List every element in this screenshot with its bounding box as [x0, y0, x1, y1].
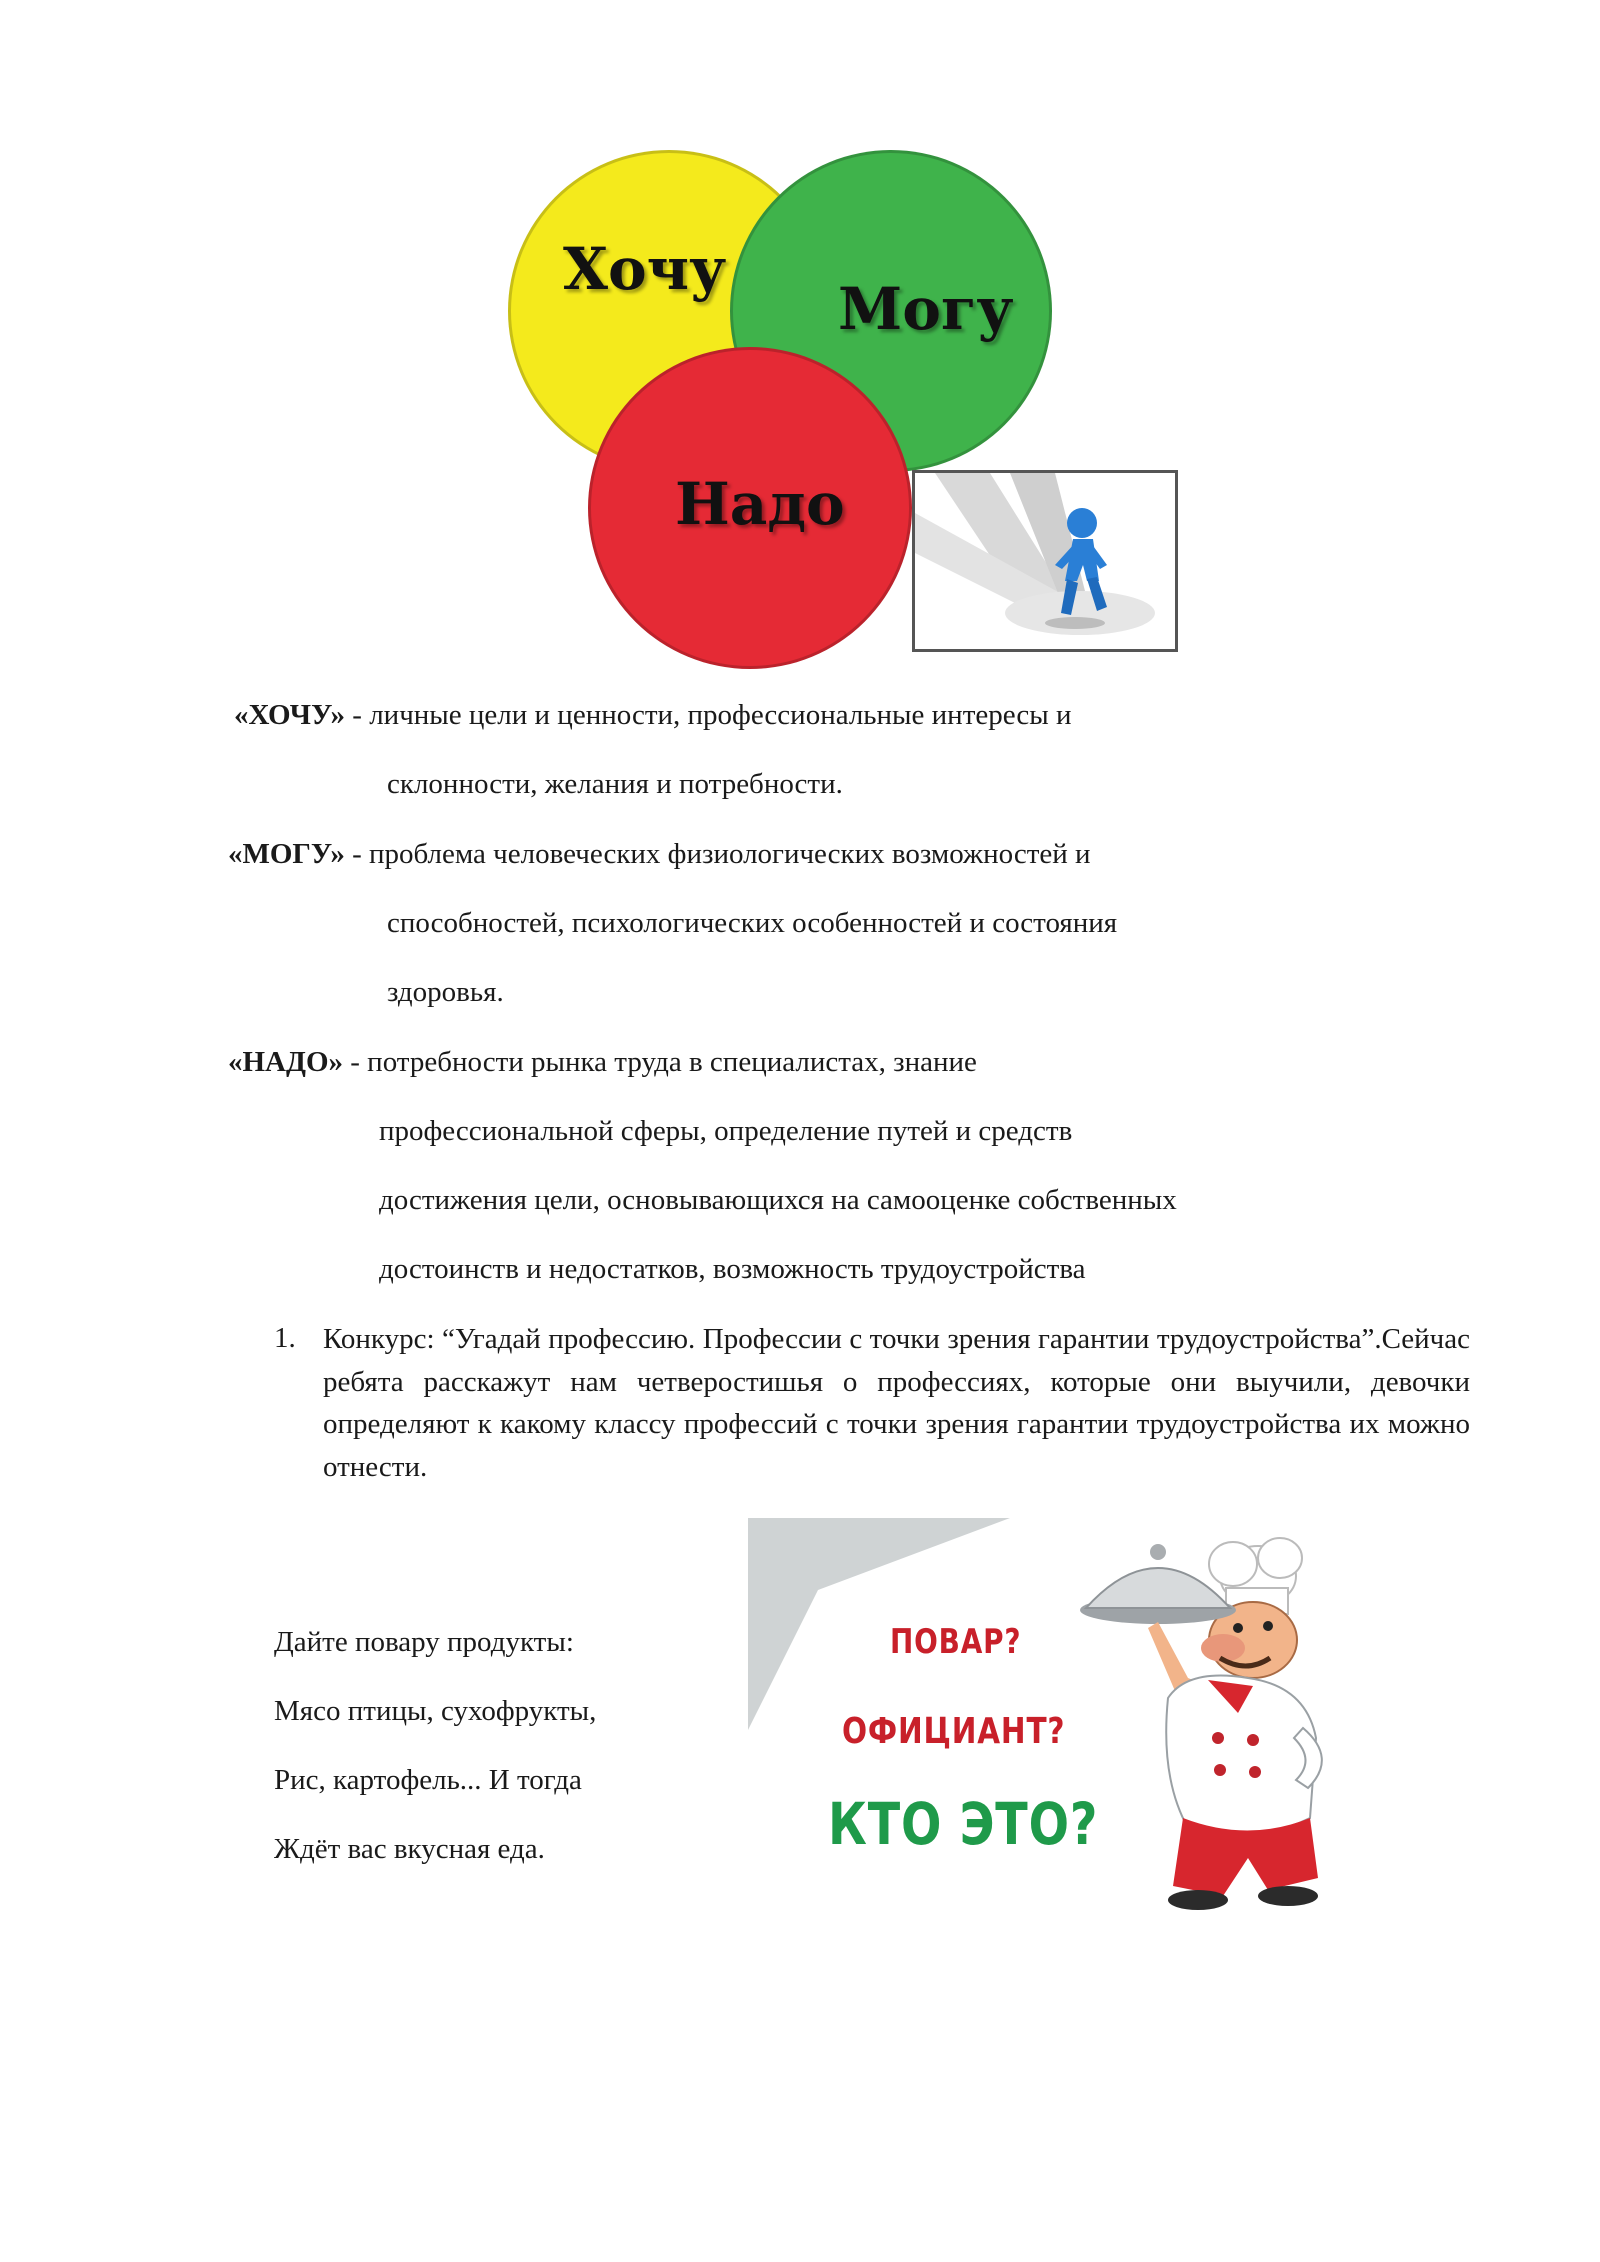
definition-need [228, 1042, 977, 1082]
definition-want-line-1: - личные цели и ценности, профессиональные интересы и [352, 699, 1072, 731]
card-question-who: КТО ЭТО? [828, 1790, 1099, 1858]
poem-line-1: Дайте повару продукты: [274, 1626, 574, 1658]
definition-can-term: «МОГУ» [228, 838, 345, 870]
definition-want [234, 695, 1071, 735]
list-item-number: 1. [274, 1322, 296, 1354]
definition-need-line-3: достижения цели, основывающихся на самооценке собственных [379, 1184, 1177, 1216]
chef-card [748, 1518, 1358, 1930]
definition-want-term: «ХОЧУ» [234, 699, 346, 731]
list-item-text: Конкурс: “Угадай профессию. Профессии с точки зрения гарантии трудоустройства”.Сейчас ребята расскажут нам четверостишья о профессиях, которые они выучили, девочки определяют к какому классу профессий с точки зрения гарантии трудоустройства их можно отнести. [323, 1323, 1470, 1483]
definition-need-term: «НАДО» [228, 1046, 344, 1078]
definition-need-line-1: - потребности рынка труда в специалистах, знание [350, 1046, 977, 1078]
definition-can [228, 834, 1091, 874]
definition-need-line-4: достоинств и недостатков, возможность трудоустройства [379, 1253, 1086, 1285]
circle-want-label: Хочу [563, 235, 727, 303]
definition-need-line-2: профессиональной сферы, определение путей и средств [379, 1115, 1073, 1147]
poem-line-4: Ждёт вас вкусная еда. [274, 1833, 545, 1865]
chef-icon [1048, 1518, 1348, 1930]
poem-line-3: Рис, картофель... И тогда [274, 1764, 582, 1796]
crossroads-picture [912, 470, 1178, 652]
crossroads-figure-icon [915, 473, 1175, 649]
poem-line-2: Мясо птицы, сухофрукты, [274, 1695, 597, 1727]
definition-can-line-2: способностей, психологических особенностей и состояния [387, 907, 1118, 939]
card-question-cook: ПОВАР? [890, 1622, 1022, 1662]
venn-diagram [500, 145, 1200, 670]
card-question-waiter: ОФИЦИАНТ? [842, 1711, 1066, 1752]
definition-want-line-2: склонности, желания и потребности. [387, 768, 843, 800]
circle-need-label: Надо [675, 470, 845, 538]
circle-can-label: Могу [838, 275, 1014, 343]
definition-can-line-3: здоровья. [387, 976, 504, 1008]
definition-can-line-1: - проблема человеческих физиологических возможностей и [352, 838, 1091, 870]
circle-need [588, 347, 912, 669]
